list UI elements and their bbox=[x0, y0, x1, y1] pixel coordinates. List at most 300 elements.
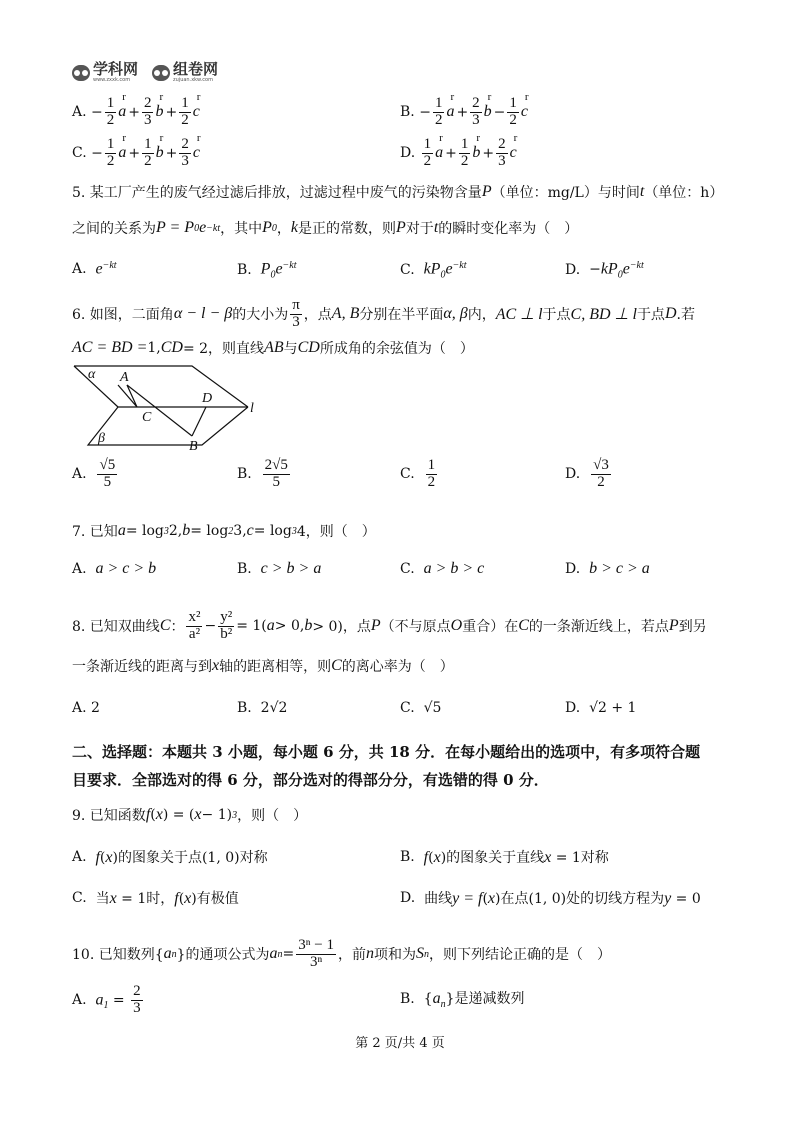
text-run: )在点(1, 0)处的切线方程为 bbox=[495, 891, 665, 907]
subscript: 0 bbox=[617, 269, 623, 281]
subscript: 0 bbox=[270, 269, 276, 281]
text-run: }的通项公式为 bbox=[176, 947, 270, 964]
option-math bbox=[420, 137, 519, 170]
section-heading-line1: 二、选择题：本题共 3 小题，每小题 6 分，共 18 分．在每小题给出的选项中，有多项符合题 bbox=[72, 743, 701, 761]
option-label: B. bbox=[400, 990, 415, 1007]
q8-stem-line2 bbox=[72, 656, 454, 676]
numerator: √3 bbox=[593, 457, 609, 473]
text-run: 4，则（ ） bbox=[296, 524, 376, 540]
text-run: ( bbox=[178, 891, 185, 907]
math-var: f bbox=[174, 890, 179, 907]
q10-option-a bbox=[72, 984, 145, 1017]
option-math bbox=[91, 700, 100, 716]
math-var: y = f bbox=[452, 890, 483, 907]
text-run: { bbox=[423, 991, 433, 1007]
label-b: B bbox=[189, 439, 198, 454]
math-var: a bbox=[266, 617, 275, 635]
text-run: = log bbox=[253, 523, 292, 539]
text-run: 6. 如图，二面角 bbox=[72, 307, 174, 324]
text-run: 7. 已知 bbox=[72, 524, 118, 540]
text-run: 所成角的余弦值为（ ） bbox=[319, 341, 474, 357]
q9-option-d bbox=[400, 888, 701, 908]
q10-stem bbox=[72, 938, 611, 971]
text-run: 5. 某工厂产生的废气经过滤后排放，过滤过程中废气的污染物含量 bbox=[72, 185, 482, 201]
vector-var: r c bbox=[510, 144, 517, 161]
q8-option-c bbox=[400, 700, 441, 716]
fraction bbox=[591, 458, 611, 491]
subscript: 2 bbox=[228, 525, 234, 537]
fraction bbox=[459, 137, 471, 170]
numerator: x² bbox=[188, 609, 201, 625]
numerator: 1 bbox=[106, 136, 115, 152]
denominator: 5 bbox=[103, 473, 112, 490]
denominator: 3ⁿ bbox=[310, 953, 323, 970]
text-run: 于点 bbox=[542, 307, 571, 324]
fraction bbox=[142, 137, 154, 170]
text-run: 是正的常数，则 bbox=[298, 221, 397, 237]
subscript: 3 bbox=[163, 525, 169, 537]
text-run: + bbox=[128, 145, 141, 162]
option-math bbox=[589, 458, 613, 491]
denominator: 2 bbox=[423, 152, 432, 169]
math-var: b > c > a bbox=[589, 560, 650, 577]
option-math bbox=[95, 847, 267, 867]
numerator: 2 bbox=[498, 136, 506, 152]
text-run: > 0)，点 bbox=[312, 619, 371, 636]
math-var: C bbox=[331, 657, 342, 674]
vector-var: r b bbox=[472, 144, 480, 161]
text-run: > 0, bbox=[274, 618, 305, 635]
dihedral-angle-figure bbox=[72, 364, 272, 454]
math-var: C bbox=[159, 617, 171, 635]
text-run: 到另 bbox=[678, 619, 707, 636]
denominator: 2 bbox=[427, 473, 436, 490]
fraction bbox=[296, 938, 336, 971]
text-run: = log bbox=[125, 523, 164, 539]
text-run: 的大小为 bbox=[232, 307, 289, 324]
math-var: c bbox=[246, 522, 254, 539]
numerator: 2 bbox=[143, 95, 152, 111]
option-label: B. bbox=[237, 700, 252, 716]
option-math bbox=[95, 458, 119, 491]
option-math bbox=[261, 458, 292, 491]
text-run: 2, bbox=[168, 523, 183, 539]
math-var: C bbox=[518, 617, 529, 635]
label-l: l bbox=[250, 401, 254, 416]
math-var: x bbox=[194, 806, 202, 823]
math-var: P = P bbox=[156, 219, 195, 236]
option-math bbox=[419, 96, 530, 129]
math-var: P bbox=[481, 183, 492, 200]
text-run: 的离心率为（ ） bbox=[341, 659, 454, 675]
math-var: x bbox=[105, 849, 113, 866]
text-run: − bbox=[419, 104, 431, 121]
vector-var: r b bbox=[156, 144, 164, 161]
math-var: b bbox=[182, 522, 191, 539]
denominator: 2 bbox=[597, 473, 605, 490]
text-run: ( bbox=[482, 891, 488, 907]
q5-option-b bbox=[237, 260, 297, 280]
q5-stem-line2 bbox=[72, 218, 578, 238]
math-var: e bbox=[275, 260, 283, 278]
logo-text: 组卷网 bbox=[173, 60, 219, 78]
subscript: n bbox=[171, 948, 177, 960]
option-label: B. bbox=[237, 466, 252, 483]
option-label: D. bbox=[565, 262, 581, 279]
q6-option-b bbox=[237, 458, 292, 491]
text-run: 1, bbox=[147, 340, 161, 356]
q8-option-b bbox=[237, 700, 287, 716]
numerator: 2 bbox=[181, 136, 189, 152]
denominator: 2 bbox=[460, 152, 469, 169]
text-run: = 1对称 bbox=[551, 850, 609, 866]
text-run: 10. 已知数列{ bbox=[72, 947, 164, 964]
segment-ac bbox=[118, 385, 137, 407]
subscript: 0 bbox=[271, 222, 277, 234]
numerator: 2 bbox=[133, 983, 141, 999]
fraction bbox=[105, 137, 117, 170]
q7-option-a bbox=[72, 560, 156, 578]
label-alpha: α bbox=[88, 367, 96, 382]
q9-option-a bbox=[72, 847, 268, 867]
page-footer: 第 2 页/共 4 页 bbox=[355, 1036, 445, 1051]
math-var: P bbox=[668, 617, 679, 635]
text-run: 的瞬时变化率为（ ） bbox=[438, 221, 579, 237]
text-run: − bbox=[589, 261, 601, 278]
numerator: 1 bbox=[434, 95, 443, 111]
vector-var: r c bbox=[193, 103, 200, 120]
fraction bbox=[507, 96, 519, 129]
logo bbox=[72, 62, 218, 83]
q7-option-b bbox=[237, 560, 321, 578]
superscript: −kt bbox=[206, 222, 221, 234]
math-var: CD bbox=[297, 339, 320, 356]
option-label: A. bbox=[72, 261, 87, 278]
option-label: C. bbox=[72, 145, 87, 162]
numerator: y² bbox=[220, 609, 233, 625]
option-label: D. bbox=[400, 145, 416, 162]
option-math bbox=[424, 260, 467, 280]
math-var: P bbox=[262, 219, 272, 236]
vector-var: r b bbox=[155, 103, 163, 120]
vector-var: r c bbox=[521, 103, 528, 120]
option-math bbox=[424, 988, 525, 1010]
text-run: − bbox=[204, 618, 217, 635]
text-run: − 1) bbox=[201, 807, 233, 823]
math-var: AC ⊥ l bbox=[495, 306, 543, 324]
logo-text: 学科网 bbox=[93, 60, 139, 78]
q5-stem-line1 bbox=[72, 182, 723, 202]
option-label: D. bbox=[565, 561, 581, 577]
option-label: C. bbox=[400, 561, 415, 577]
text-run: = 2，则直线 bbox=[182, 341, 265, 357]
math-var: f bbox=[95, 849, 100, 866]
math-var: P bbox=[260, 260, 271, 278]
text-run: ，点 bbox=[303, 307, 332, 324]
math-var: CD bbox=[160, 339, 183, 356]
q7-option-c bbox=[400, 560, 484, 578]
math-var: x bbox=[487, 890, 496, 907]
text-run: ： bbox=[170, 619, 185, 636]
math-var: kP bbox=[423, 260, 441, 278]
text-run: 轴的距离相等，则 bbox=[219, 659, 332, 675]
superscript: −kt bbox=[452, 260, 467, 271]
text-run: }是递减数列 bbox=[445, 991, 525, 1007]
text-run: 对于 bbox=[405, 221, 434, 237]
subscript: 3 bbox=[291, 525, 297, 537]
option-math bbox=[91, 96, 202, 129]
text-run: 重合）在 bbox=[462, 619, 519, 636]
option-label: D. bbox=[400, 890, 416, 906]
numerator: π bbox=[292, 297, 300, 313]
label-a: A bbox=[120, 370, 129, 385]
text-run: )的图象关于点(1, 0)对称 bbox=[112, 850, 268, 866]
q4-option-d bbox=[400, 137, 519, 170]
denominator: 2 bbox=[106, 111, 115, 128]
q4-option-b bbox=[400, 96, 530, 129]
option-label: B. bbox=[237, 262, 252, 279]
math-var: C, BD ⊥ l bbox=[570, 306, 637, 324]
vector-var: r a bbox=[446, 103, 454, 120]
numerator: 1 bbox=[460, 136, 469, 152]
option-label: C. bbox=[400, 700, 415, 716]
fraction bbox=[142, 96, 154, 129]
denominator: 3 bbox=[472, 111, 480, 128]
logo-zujuan bbox=[152, 62, 218, 83]
math-var: P bbox=[396, 219, 406, 236]
text-run: )的图象关于直线 bbox=[440, 850, 545, 866]
q5-option-d bbox=[565, 260, 644, 280]
superscript: −kt bbox=[282, 260, 297, 271]
option-label: D. bbox=[565, 466, 581, 483]
math-var: a bbox=[269, 945, 278, 963]
q4-option-c bbox=[72, 137, 202, 170]
logo-zxxk bbox=[72, 62, 138, 83]
fraction bbox=[470, 96, 482, 129]
denominator: a² bbox=[188, 625, 201, 642]
math-var: α, β bbox=[443, 305, 468, 323]
math-var: a > c > b bbox=[95, 560, 157, 577]
vector-var: r a bbox=[435, 144, 443, 161]
option-math bbox=[424, 560, 485, 578]
q9-option-c bbox=[72, 888, 239, 908]
option-math bbox=[424, 458, 440, 491]
denominator: 2 bbox=[144, 152, 152, 169]
option-math bbox=[261, 700, 288, 716]
segment-ab bbox=[127, 385, 192, 436]
fraction bbox=[218, 610, 234, 643]
denominator: 2 bbox=[434, 111, 443, 128]
numerator: 1 bbox=[106, 95, 115, 111]
math-var: e bbox=[445, 260, 453, 278]
math-var: c > b > a bbox=[260, 560, 322, 577]
denominator: 3 bbox=[143, 111, 152, 128]
numerator: 1 bbox=[509, 95, 517, 111]
text-run: 当 bbox=[95, 891, 110, 907]
numerator: 1 bbox=[144, 136, 152, 152]
label-c: C bbox=[142, 410, 152, 425]
text-run: .若 bbox=[676, 307, 695, 324]
text-run: 2 bbox=[91, 700, 100, 716]
option-math bbox=[91, 137, 202, 170]
math-var: e bbox=[95, 260, 103, 278]
text-run: 内， bbox=[467, 307, 496, 324]
text-run: − bbox=[493, 104, 506, 121]
fraction bbox=[422, 137, 434, 170]
text-run: + bbox=[445, 145, 457, 162]
subscript: n bbox=[277, 948, 283, 960]
plane-beta-edge bbox=[88, 407, 248, 445]
owl-icon bbox=[152, 65, 170, 81]
numerator: 2√5 bbox=[264, 457, 288, 473]
option-label: A. bbox=[72, 466, 87, 483]
option-label: B. bbox=[237, 561, 252, 577]
text-run: = 1时， bbox=[116, 891, 175, 907]
math-var: a bbox=[163, 945, 172, 963]
text-run: （单位：mg/L）与时间 bbox=[491, 185, 640, 201]
math-var: x bbox=[109, 890, 117, 907]
text-run: ，其中 bbox=[220, 221, 263, 237]
option-math bbox=[261, 260, 297, 280]
option-math bbox=[589, 560, 650, 578]
numerator: 1 bbox=[423, 136, 432, 152]
math-var: k bbox=[290, 219, 299, 236]
q6-option-d bbox=[565, 458, 613, 491]
label-beta: β bbox=[98, 431, 105, 446]
plane-alpha-edge bbox=[74, 366, 118, 407]
text-run: √5 bbox=[423, 700, 442, 716]
math-var: S bbox=[415, 945, 424, 963]
text-run: 曲线 bbox=[424, 891, 453, 907]
option-math bbox=[95, 984, 144, 1017]
subscript: n bbox=[423, 948, 429, 960]
text-run: ，前 bbox=[337, 947, 366, 964]
text-run: )有极值 bbox=[191, 891, 239, 907]
fraction bbox=[186, 610, 202, 643]
text-run: ，则（ ） bbox=[237, 808, 308, 824]
segment-bd bbox=[192, 407, 206, 436]
denominator: 3 bbox=[133, 999, 141, 1016]
superscript: 3 bbox=[232, 809, 238, 821]
q7-option-d bbox=[565, 560, 650, 578]
text-run: = bbox=[108, 992, 130, 1009]
option-math bbox=[424, 847, 609, 867]
q9-stem bbox=[72, 805, 307, 825]
vector-var: r c bbox=[193, 144, 200, 161]
option-label: C. bbox=[400, 466, 415, 483]
text-run: ( bbox=[428, 850, 434, 866]
math-var: a bbox=[95, 991, 104, 1009]
math-var: t bbox=[433, 219, 439, 236]
math-var: O bbox=[450, 617, 463, 635]
math-var: kP bbox=[600, 260, 618, 278]
fraction bbox=[179, 137, 191, 170]
q6-option-c bbox=[400, 458, 439, 491]
denominator: 5 bbox=[272, 473, 281, 490]
numerator: 3ⁿ − 1 bbox=[298, 937, 334, 953]
option-math bbox=[424, 888, 701, 908]
numerator: 2 bbox=[472, 95, 480, 111]
denominator: 3 bbox=[181, 152, 189, 169]
subscript: 1 bbox=[103, 1000, 109, 1012]
option-label: C. bbox=[400, 262, 415, 279]
q10-option-b bbox=[400, 988, 525, 1010]
text-run: ) = ( bbox=[162, 807, 195, 823]
q5-option-a bbox=[72, 260, 117, 279]
numerator: 1 bbox=[427, 457, 436, 473]
text-run: ( bbox=[99, 850, 106, 866]
q6-option-a bbox=[72, 458, 119, 491]
denominator: 2 bbox=[509, 111, 517, 128]
label-d: D bbox=[202, 391, 213, 406]
section-heading-line2: 目要求．全部选对的得 6 分，部分选对的得部分分，有选错的得 0 分． bbox=[72, 771, 549, 789]
denominator: 3 bbox=[498, 152, 506, 169]
math-var: x bbox=[184, 890, 192, 907]
q8-option-a bbox=[72, 700, 100, 716]
text-run: ， bbox=[276, 221, 291, 237]
subscript: 0 bbox=[440, 269, 446, 281]
option-math bbox=[589, 260, 644, 280]
option-math bbox=[261, 560, 322, 578]
fraction bbox=[131, 984, 143, 1017]
text-run: + bbox=[165, 145, 178, 162]
logo-url: zujuan.xkw.com bbox=[173, 77, 213, 83]
option-label: A. bbox=[72, 849, 87, 865]
text-run: + bbox=[456, 104, 469, 121]
subscript: n bbox=[440, 998, 446, 1010]
text-run: 与 bbox=[283, 341, 298, 357]
text-run: = 1( bbox=[236, 618, 267, 635]
text-run: + bbox=[165, 104, 178, 121]
math-var: a > b > c bbox=[423, 560, 485, 577]
math-var: f bbox=[423, 849, 429, 866]
numerator: √5 bbox=[99, 457, 116, 473]
math-var: e bbox=[622, 260, 630, 278]
text-run: 项和为 bbox=[373, 947, 416, 964]
vector-var: r a bbox=[118, 144, 126, 161]
math-var: x bbox=[544, 849, 552, 866]
q7-stem bbox=[72, 521, 376, 541]
text-run: − bbox=[91, 145, 103, 162]
denominator: b² bbox=[220, 625, 233, 642]
math-var: x bbox=[212, 657, 220, 674]
math-var: x bbox=[433, 849, 441, 866]
vector-var: r b bbox=[484, 103, 492, 120]
subscript: 0 bbox=[194, 222, 200, 234]
text-run: ，则下列结论正确的是（ ） bbox=[428, 947, 611, 964]
numerator: 1 bbox=[181, 95, 189, 111]
text-run: + bbox=[128, 104, 140, 121]
fraction bbox=[290, 298, 302, 331]
plane-alpha-edge bbox=[74, 366, 248, 407]
text-run: = bbox=[282, 946, 295, 963]
option-math bbox=[95, 560, 156, 578]
fraction bbox=[496, 137, 508, 170]
q6-stem-line1 bbox=[72, 298, 695, 331]
text-run: 的一条渐近线上，若点 bbox=[528, 619, 669, 636]
option-label: D. bbox=[565, 700, 581, 716]
superscript: −kt bbox=[102, 260, 117, 271]
math-var: AB bbox=[264, 339, 284, 356]
fraction bbox=[105, 96, 117, 129]
vector-var: r a bbox=[118, 103, 126, 120]
text-run: 之间的关系为 bbox=[72, 221, 156, 237]
option-math bbox=[424, 700, 442, 716]
text-run: √2 + 1 bbox=[589, 700, 637, 716]
text-run: 3, bbox=[233, 523, 247, 539]
text-run: ( bbox=[150, 807, 156, 823]
math-var: b bbox=[304, 617, 313, 635]
